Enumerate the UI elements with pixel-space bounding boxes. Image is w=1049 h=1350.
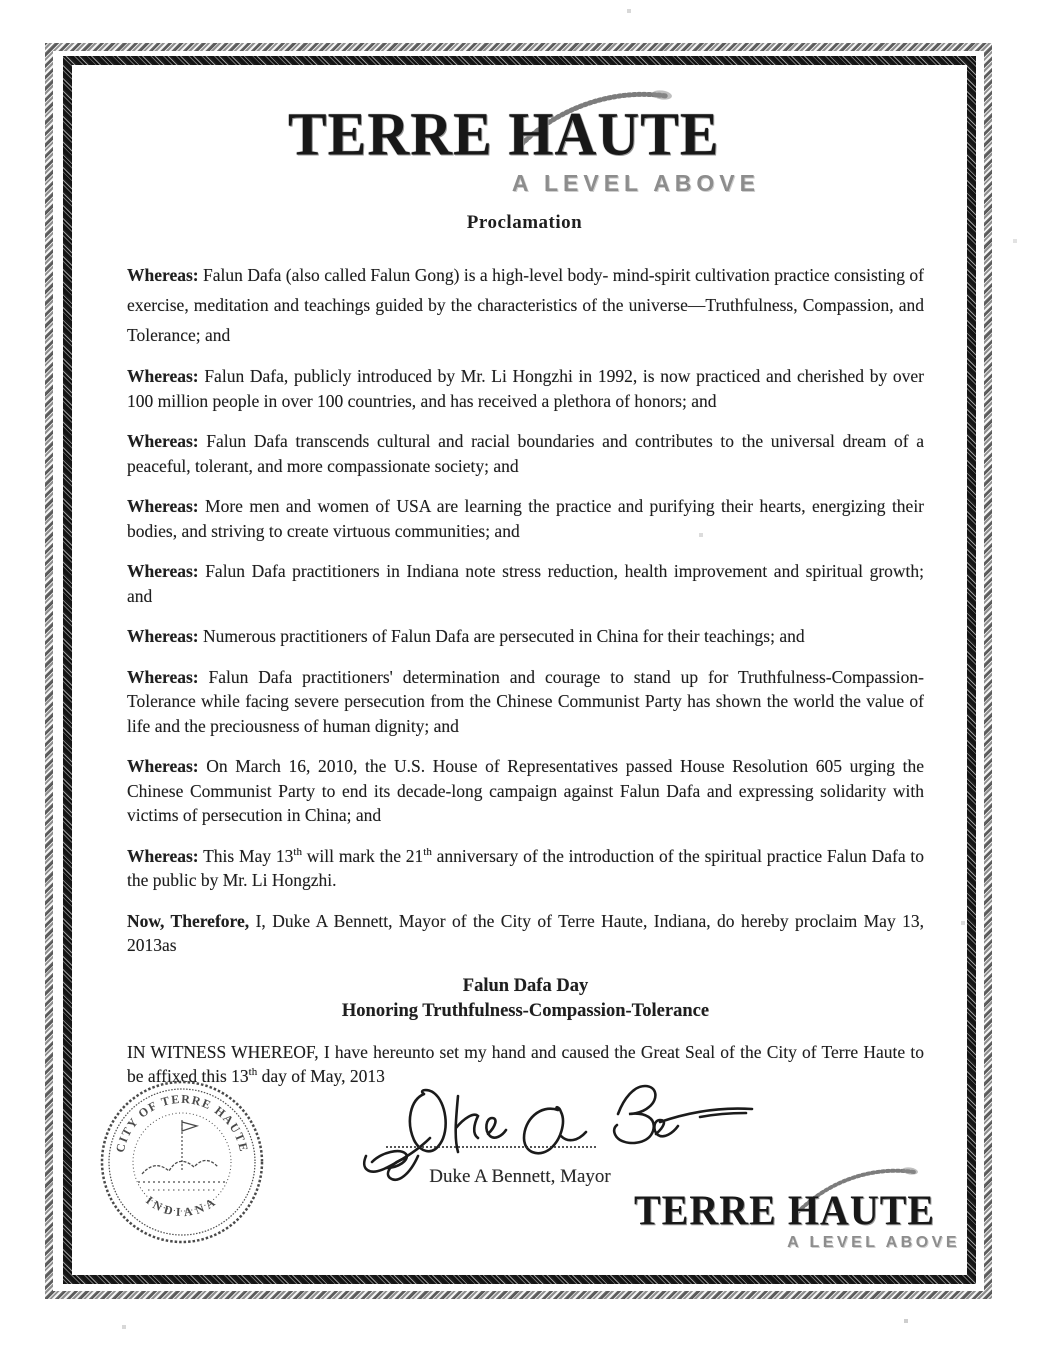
whereas-label: Whereas:	[127, 666, 199, 687]
paragraph-text: Falun Dafa transcends cultural and racial boundaries and contributes to the universal dream of a peaceful, tolerant, and more compassionate society; and	[127, 431, 924, 476]
paragraph-text: On March 16, 2010, the U.S. House of Representatives passed House Resolution 605 urging the Chinese Communist Party to end its decade-long campaign against Falun Dafa and expressing solidarity with victims of persecution in China; and	[127, 756, 925, 825]
proclamation-paragraph	[127, 260, 924, 350]
proclamation-paragraph	[127, 364, 924, 413]
signature-block	[360, 1076, 780, 1196]
proclamation-paragraphs	[127, 260, 924, 1089]
footer-logo-tagline: A LEVEL ABOVE	[787, 1234, 960, 1251]
scan-noise	[0, 0, 2, 2]
paragraph-text: This May 13th will mark the 21th anniversary of the introduction of the spiritual practice Falun Dafa to the public by Mr. Li Hongzhi.	[127, 845, 925, 890]
city-seal-icon	[98, 1076, 266, 1248]
header-logo-tagline: A LEVEL ABOVE	[511, 170, 760, 196]
doc-title: Proclamation	[466, 212, 583, 233]
whereas-label: Whereas:	[127, 431, 199, 451]
witness-paragraph: IN WITNESS WHEREOF, I have hereunto set my hand and caused the Great Seal of the City of Terre Haute to be affixed this 13th day of May, 2013	[127, 1041, 924, 1086]
footer-logo	[634, 1186, 964, 1270]
paragraph-text: Numerous practitioners of Falun Dafa are persecuted in China for their teachings; and	[202, 626, 805, 646]
proclamation-paragraph	[127, 665, 924, 739]
paragraph-text: I, Duke A Bennett, Mayor of the City of Terre Haute, Indiana, do hereby proclaim May 13, 2013as	[127, 910, 925, 955]
signature-caption: Duke A Bennett, Mayor	[429, 1166, 611, 1187]
paragraph-text: Falun Dafa, publicly introduced by Mr. Li Hongzhi in 1992, is now practiced and cherished by over 100 million people in over 100 countries, and has received a plethora of honors; and	[127, 366, 924, 411]
header-logo	[288, 99, 768, 214]
seal-bottom-text: INDIANA	[143, 1192, 221, 1220]
proclamation-paragraph	[127, 559, 924, 608]
whereas-label: Whereas:	[127, 496, 199, 516]
signature-line	[386, 1146, 596, 1148]
proclamation-paragraph	[127, 494, 924, 543]
paragraph-text: Falun Dafa practitioners in Indiana note stress reduction, health improvement and spiritual growth; and	[127, 561, 925, 606]
proclamation-paragraph	[127, 429, 924, 478]
proclamation-paragraph	[127, 624, 924, 649]
svg-text:INDIANA	[143, 1193, 220, 1219]
proclamation-paragraph	[127, 754, 924, 828]
proclaim-title-line1: Falun Dafa Day	[462, 975, 589, 996]
whereas-label: Whereas:	[127, 561, 199, 581]
paragraph-text: More men and women of USA are learning the practice and purifying their hearts, energizing their bodies, and striving to create virtuous communities; and	[127, 496, 925, 541]
whereas-label: Whereas:	[127, 756, 199, 776]
whereas-label: Whereas:	[127, 845, 199, 866]
footer-logo-title: TERRE HAUTE	[634, 1186, 936, 1235]
proclamation-paragraph	[127, 844, 924, 893]
proclaim-title	[127, 974, 924, 1024]
seal-top-text: CITY OF TERRE HAUTE	[112, 1091, 252, 1154]
whereas-label: Whereas:	[127, 265, 199, 285]
whereas-label: Whereas:	[127, 366, 199, 386]
paragraph-text: Falun Dafa practitioners' determination and courage to stand up for Truthfulness-Compassion-Tolerance while facing severe persecution from the Chinese Communist Party has shown the world the value of life and the preciousness of human dignity; and	[127, 666, 924, 736]
proclaim-title-line2: Honoring Truthfulness-Compassion-Tolerance	[341, 1000, 710, 1021]
paragraph-text: Falun Dafa (also called Falun Gong) is a high-level body- mind-spirit cultivation practice consisting of exercise, meditation and teachings guided by the characteristics of the universe—Truthfulness, Compassion, and Tolerance; and	[127, 265, 925, 345]
whereas-label: Now, Therefore,	[127, 910, 250, 931]
proclamation-paragraph	[127, 909, 924, 958]
header-logo-title: TERRE HAUTE	[288, 99, 720, 169]
whereas-label: Whereas:	[127, 626, 199, 646]
